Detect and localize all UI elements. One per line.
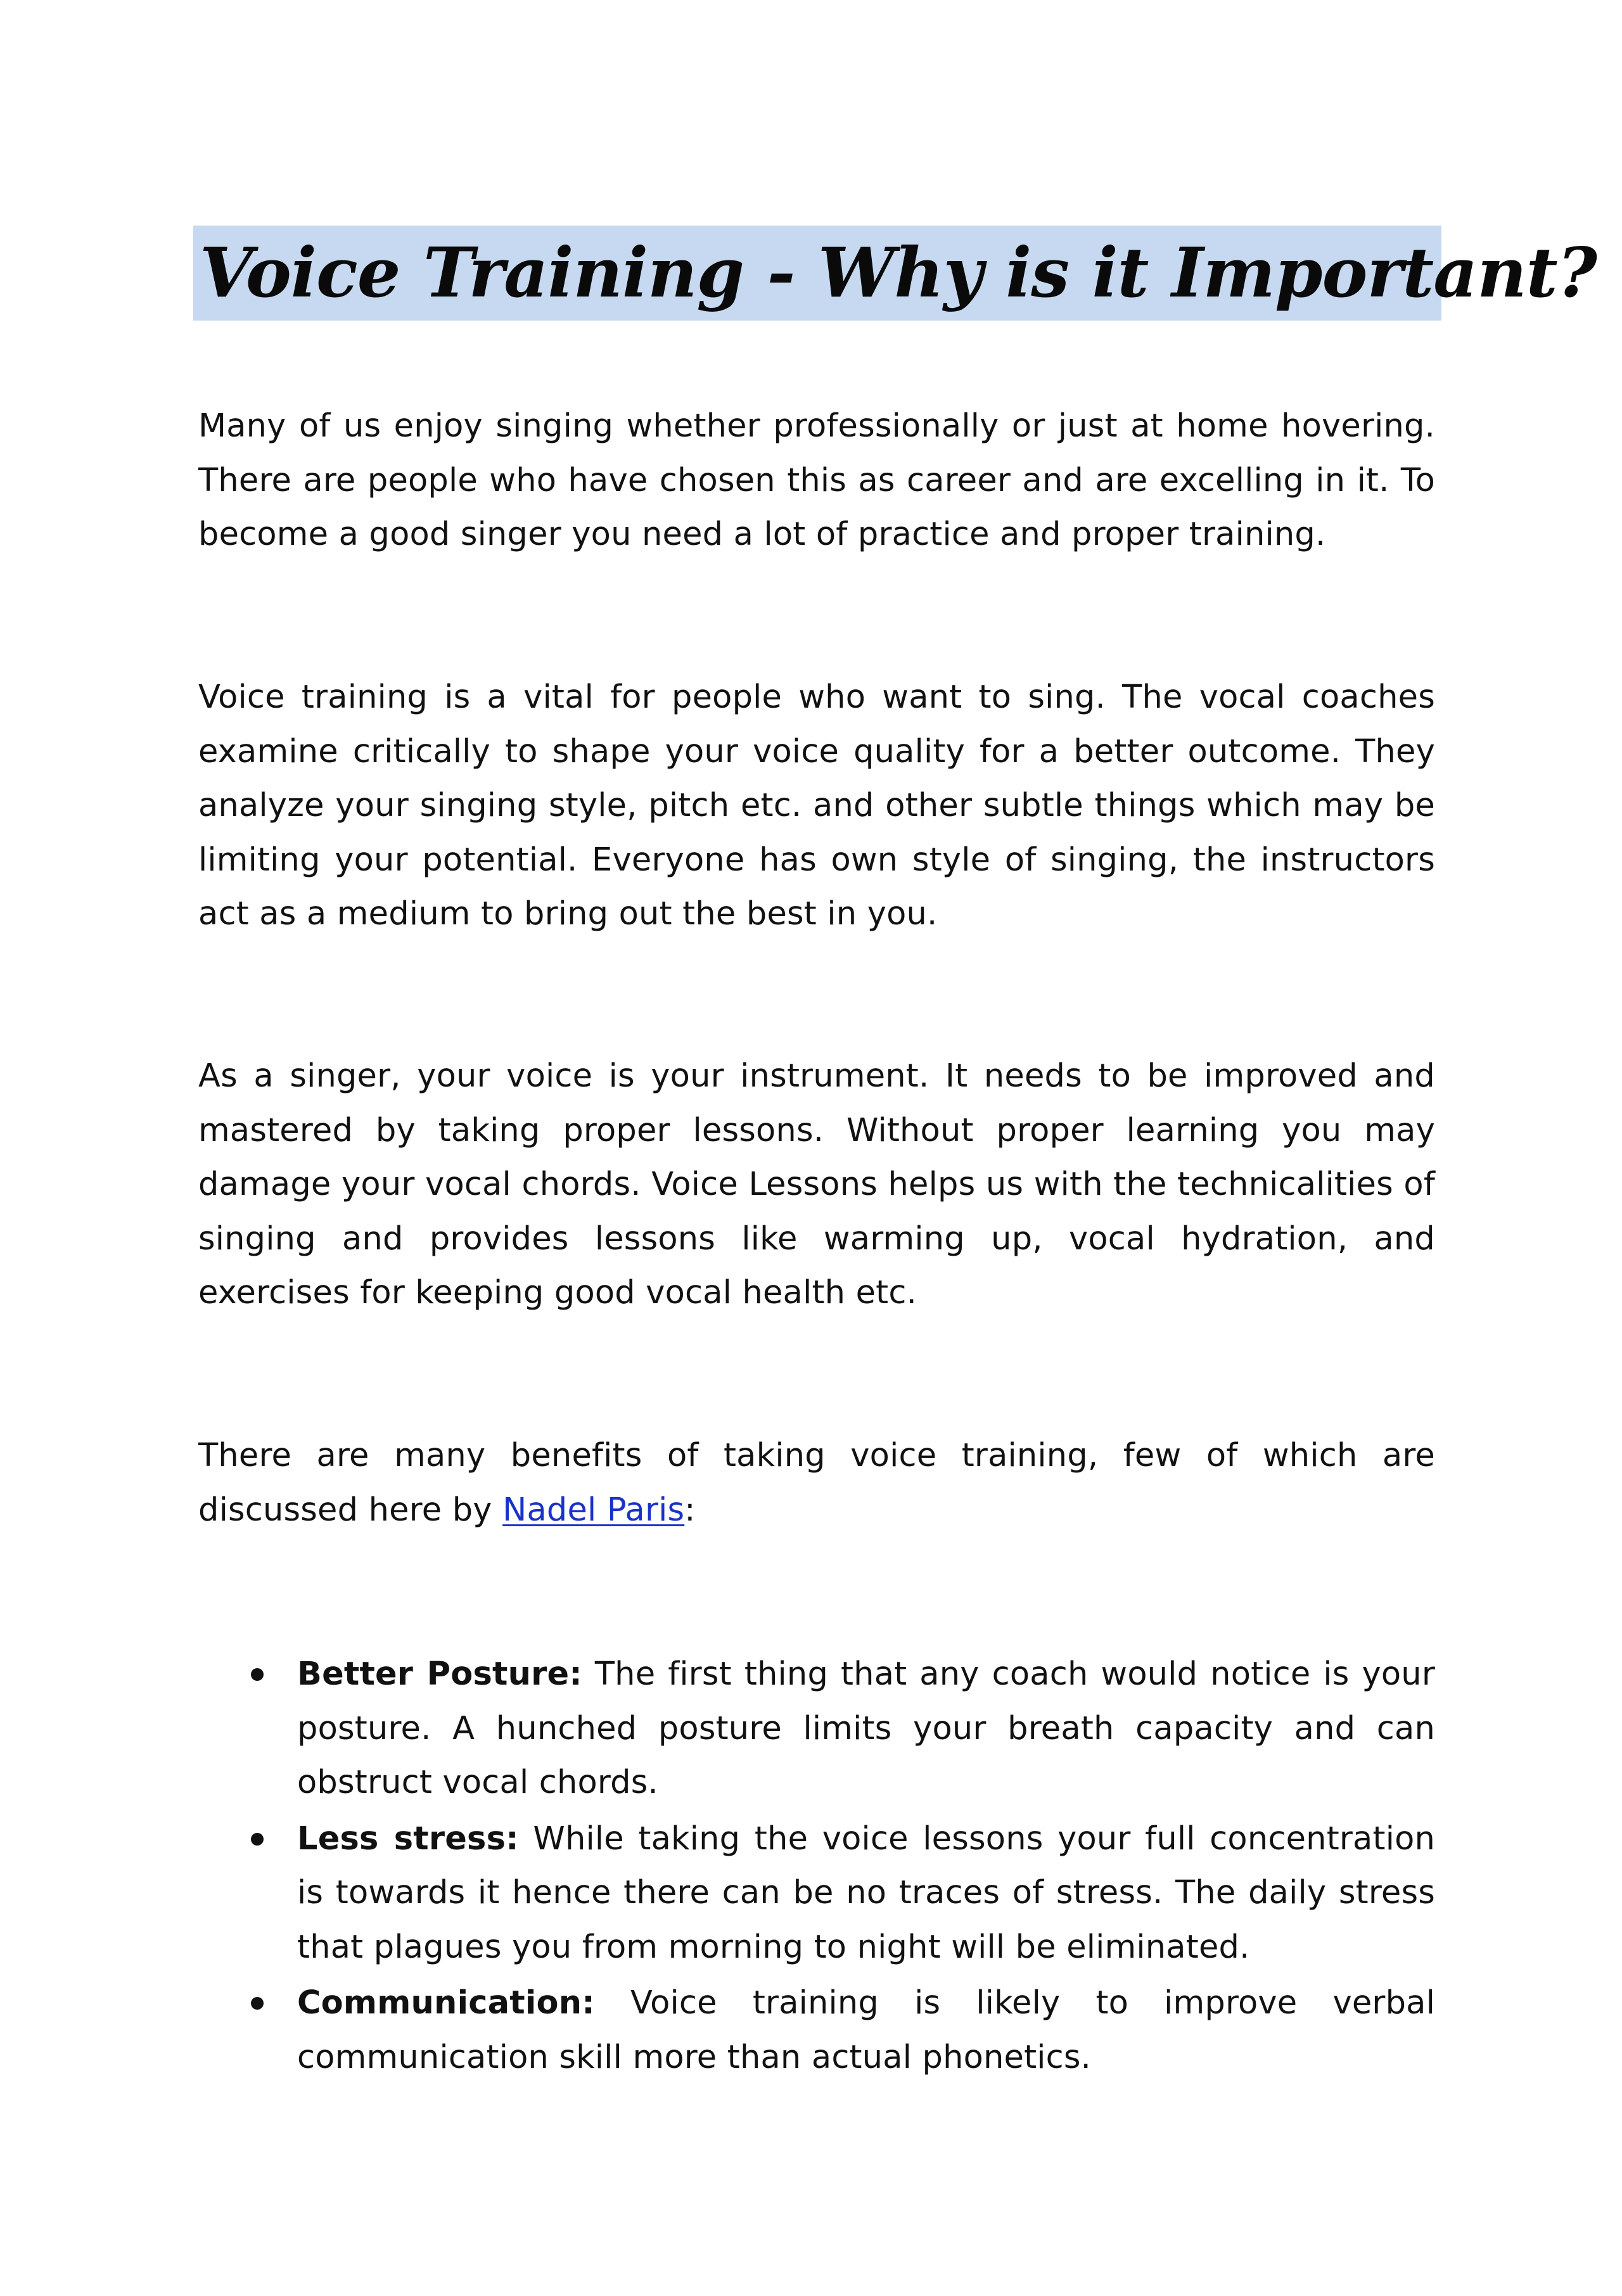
benefit-text: The first thing that any coach would notice is your posture. A hunched posture limits your breath capacity and can obstruct vocal chords.: [297, 1655, 1436, 1801]
list-item: [198, 1647, 1435, 1810]
paragraph-benefits-intro: [198, 1429, 1435, 1537]
page-title: Voice Training - Why is it Important?: [200, 233, 1597, 313]
paragraph-instrument: As a singer, your voice is your instrument. It needs to be improved and mastered by taking proper lessons. Without proper learning you may damage your vocal chords. Voice Lessons helps us with the technicalities of singing and provides lessons like warming up, vocal hydration, and exercises for keeping good vocal health etc.: [198, 1057, 1435, 1311]
bullet-icon: [251, 1833, 264, 1846]
paragraph-voice-training: Voice training is a vital for people who want to sing. The vocal coaches examine critically to shape your voice quality for a better outcome. They analyze your singing style, pitch etc. and other subtle things which may be limiting your potential. Everyone has own style of singing, the instructors act as a medium to bring out the best in you.: [198, 679, 1435, 933]
benefits-intro-text: There are many benefits of taking voice training, few of which are discussed here by: [198, 1437, 1435, 1529]
benefit-text: While taking the voice lessons your full concentration is towards it hence there can be no traces of stress. The daily stress that plagues you from morning to night will be eliminated.: [297, 1820, 1435, 1966]
list-item: [198, 1976, 1435, 2084]
benefit-heading: Better Posture:: [297, 1655, 582, 1693]
paragraph-intro: Many of us enjoy singing whether professionally or just at home hovering. There are people who have chosen this as career and are excelling in it. To become a good singer you need a lot of practice and proper training.: [198, 407, 1435, 553]
benefit-heading: Communication:: [297, 1984, 595, 2022]
benefit-text: Voice training is likely to improve verbal communication skill more than actual phonetics.: [297, 1984, 1435, 2076]
title-banner: [193, 226, 1597, 321]
benefit-heading: Less stress:: [297, 1820, 519, 1858]
bullet-icon: [251, 1997, 264, 2010]
benefits-list: [198, 1647, 1435, 2086]
bullet-icon: [251, 1668, 264, 1681]
benefits-intro-colon: :: [684, 1491, 696, 1529]
nadel-paris-link[interactable]: Nadel Paris: [502, 1491, 685, 1529]
list-item: [198, 1812, 1435, 1975]
